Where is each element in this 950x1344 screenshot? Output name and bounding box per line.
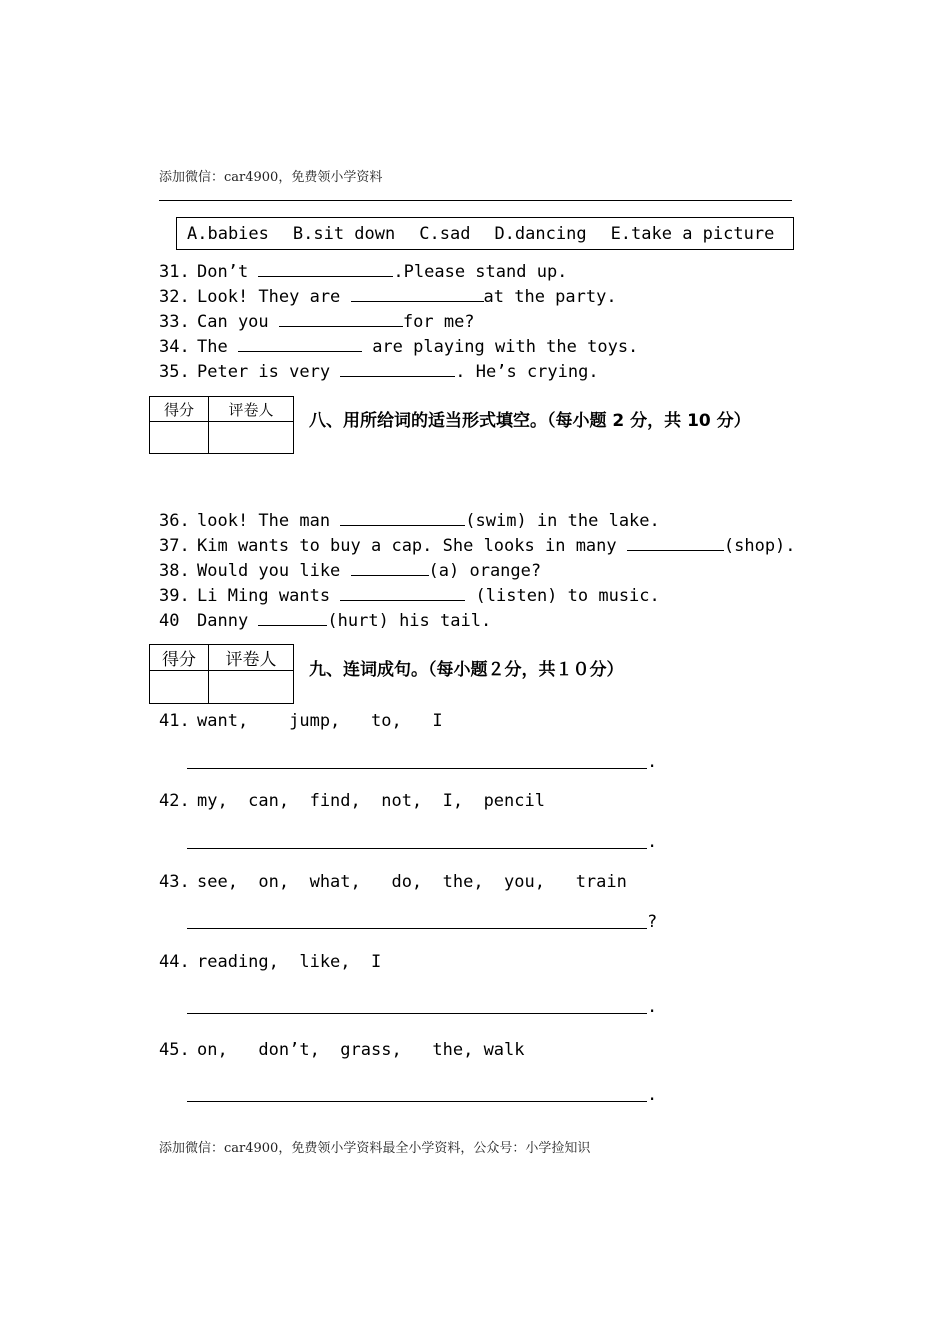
answer-blank[interactable] [340,511,465,526]
sentence-end-mark: . [647,752,658,772]
answer-line[interactable] [187,1101,647,1102]
answer-line[interactable] [187,1013,647,1014]
section-8-title: 八、用所给词的适当形式填空。（每小题 2 分，共 10 分） [309,411,751,431]
question-38: 38. Would you like (a) orange? [159,561,542,581]
question-31: 31. Don’t .Please stand up. [159,262,568,282]
answer-line[interactable] [187,928,647,929]
grader-cell[interactable] [209,422,294,454]
question-45: 45. on, don’t, grass, the, walk [159,1040,525,1060]
question-36: 36. look! The man (swim) in the lake. [159,511,660,531]
question-39: 39. Li Ming wants (listen) to music. [159,586,660,606]
question-37: 37. Kim wants to buy a cap. She looks in many (shop). [159,536,796,556]
answer-line[interactable] [187,848,647,849]
question-43: 43. see, on, what, do, the, you, train [159,872,627,892]
question-40: 40 Danny (hurt) his tail. [159,611,492,631]
answer-blank[interactable] [258,262,393,277]
answer-blank[interactable] [238,337,362,352]
answer-blank[interactable] [258,611,327,626]
answer-blank[interactable] [279,312,403,327]
score-cell[interactable] [150,671,209,704]
word-choice-c: C.sad [419,223,471,244]
answer-blank[interactable] [351,287,484,302]
word-choice-e: E.take a picture [610,223,775,244]
question-42: 42. my, can, find, not, I, pencil [159,791,545,811]
answer-line[interactable] [187,768,647,769]
word-choice-a: A.babies [187,223,269,244]
score-cell[interactable] [150,422,209,454]
question-44: 44. reading, like, I [159,952,382,972]
score-table [149,396,294,454]
sentence-end-mark: . [647,997,658,1017]
sentence-end-mark: . [647,1085,658,1105]
footer-note: 添加微信：car4900，免费领小学资料最全小学资料，公众号：小学捡知识 [159,1141,591,1156]
question-34: 34. The are playing with the toys. [159,337,639,357]
word-choice-d: D.dancing [494,223,587,244]
question-41: 41. want, jump, to, I [159,711,443,731]
question-32: 32. Look! They are at the party. [159,287,617,307]
sentence-end-mark: ? [647,912,658,932]
score-table [149,644,294,704]
score-label: 得分 [150,645,209,671]
grader-cell[interactable] [209,671,294,704]
answer-blank[interactable] [627,536,724,551]
answer-blank[interactable] [351,561,429,576]
sentence-end-mark: . [647,832,658,852]
answer-blank[interactable] [340,362,455,377]
score-label: 得分 [150,397,209,422]
question-33: 33. Can you for me? [159,312,475,332]
grader-label: 评卷人 [209,645,294,671]
header-rule [159,200,792,201]
word-choice-box [176,217,794,250]
question-35: 35. Peter is very . He’s crying. [159,362,599,382]
word-choice-b: B.sit down [292,223,396,244]
section-9-title: 九、连词成句。（每小题２分，共１０分） [309,660,624,680]
header-note: 添加微信：car4900，免费领小学资料 [159,170,383,185]
answer-blank[interactable] [340,586,465,601]
grader-label: 评卷人 [209,397,294,422]
